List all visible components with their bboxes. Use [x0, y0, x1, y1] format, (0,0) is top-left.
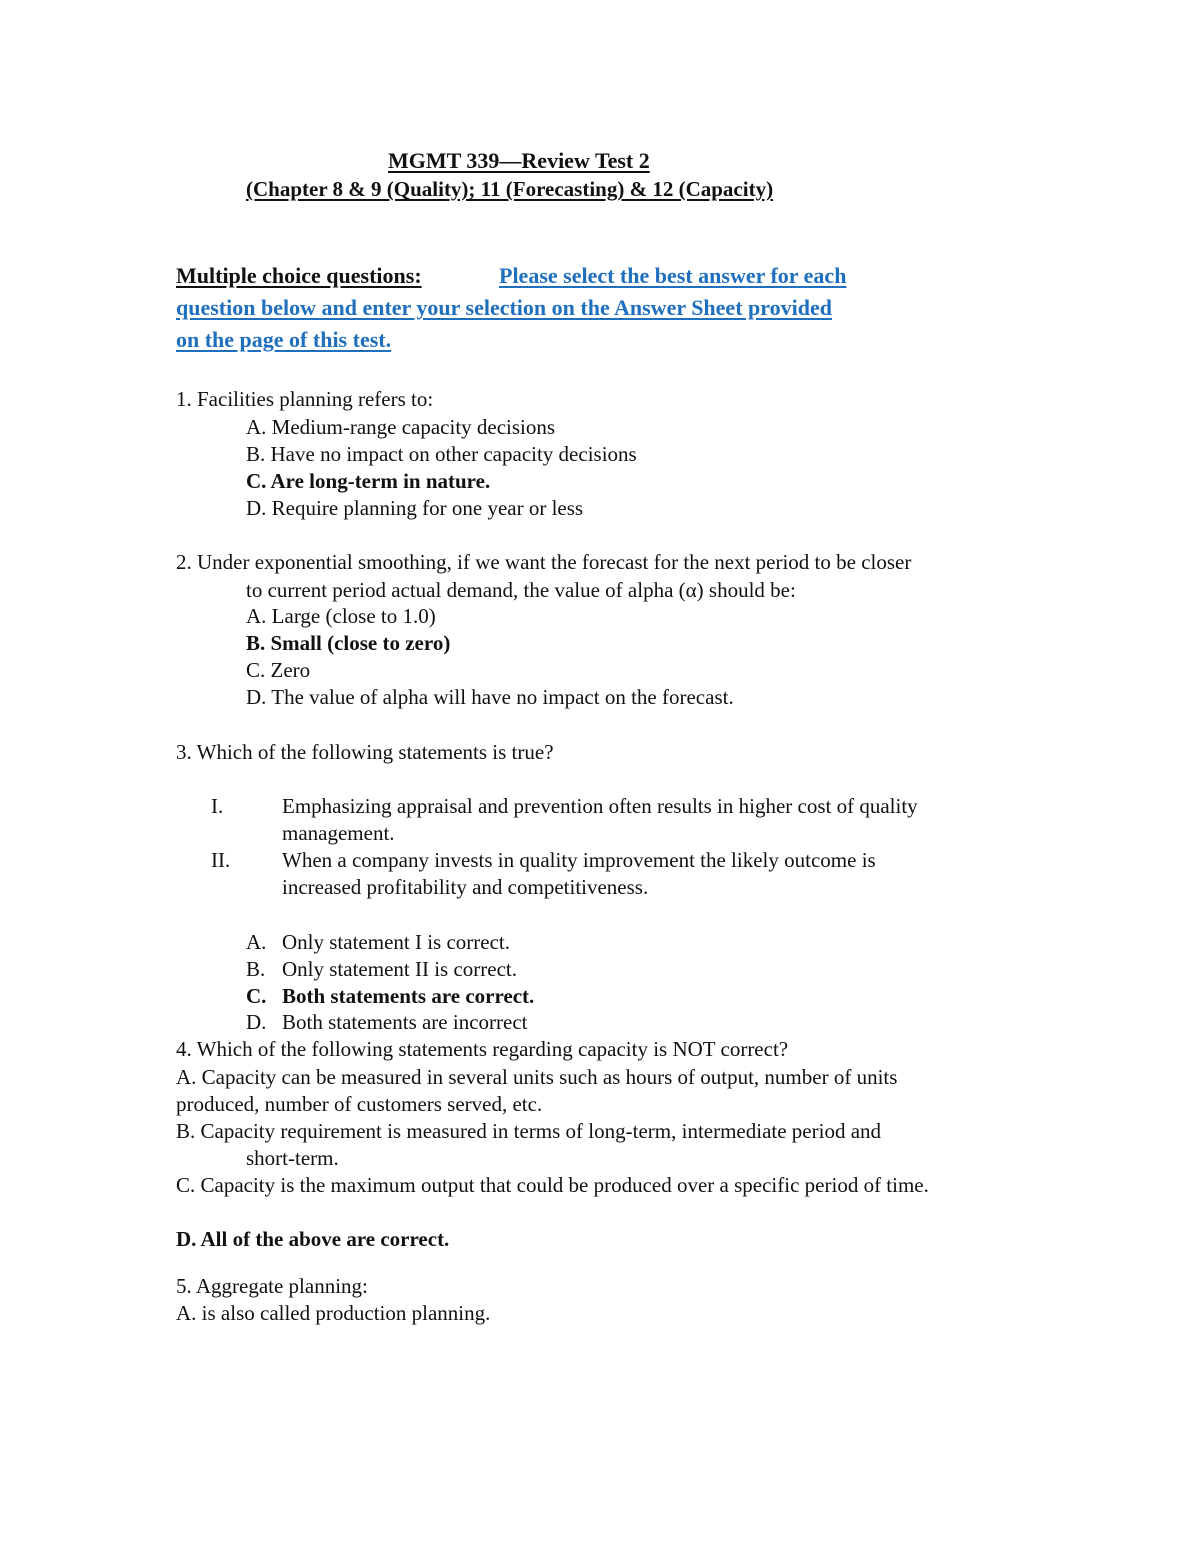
- question-5-option-a: A. is also called production planning.: [176, 1301, 491, 1325]
- question-1-stem: 1. Facilities planning refers to:: [176, 387, 434, 411]
- question-2-option-a: A. Large (close to 1.0): [246, 604, 436, 628]
- question-3-option-d: Both statements are incorrect: [282, 1010, 528, 1034]
- question-2-option-b: B. Small (close to zero): [246, 631, 451, 655]
- question-3-option-b-letter: B.: [246, 957, 266, 981]
- statement-1-numeral: I.: [211, 794, 224, 818]
- statement-2-line-1: When a company invests in quality improvement the likely outcome is: [282, 848, 876, 872]
- question-4-option-a-line-1: A. Capacity can be measured in several units such as hours of output, number of units: [176, 1065, 898, 1089]
- question-2-option-d: D. The value of alpha will have no impact on the forecast.: [246, 685, 734, 709]
- question-4-stem: 4. Which of the following statements regarding capacity is NOT correct?: [176, 1037, 789, 1061]
- question-1-option-d: D. Require planning for one year or less: [246, 496, 584, 520]
- question-3-stem: 3. Which of the following statements is true?: [176, 740, 554, 764]
- question-4-option-d: D. All of the above are correct.: [176, 1227, 450, 1251]
- question-3-option-a-letter: A.: [246, 930, 267, 954]
- instructions-line-2: question below and enter your selection on the Answer Sheet provided: [176, 295, 832, 320]
- question-5-stem: 5. Aggregate planning:: [176, 1274, 368, 1298]
- question-2-option-c: C. Zero: [246, 658, 311, 682]
- page-subtitle: (Chapter 8 & 9 (Quality); 11 (Forecasting) & 12 (Capacity): [246, 177, 774, 201]
- question-3-option-c-letter: C.: [246, 984, 267, 1008]
- question-1-option-c: C. Are long-term in nature.: [246, 469, 491, 493]
- page-title: MGMT 339—Review Test 2: [388, 148, 650, 173]
- question-2-stem-line-1: 2. Under exponential smoothing, if we want the forecast for the next period to be closer: [176, 550, 912, 574]
- statement-2-line-2: increased profitability and competitiveness.: [282, 875, 649, 899]
- instructions-label: Multiple choice questions:: [176, 263, 422, 288]
- question-3-option-d-letter: D.: [246, 1010, 267, 1034]
- statement-1-line-2: management.: [282, 821, 395, 845]
- question-3-option-a: Only statement I is correct.: [282, 930, 511, 954]
- statement-2-numeral: II.: [211, 848, 231, 872]
- question-4-option-b-line-2: short-term.: [246, 1146, 339, 1170]
- question-3-option-c: Both statements are correct.: [282, 984, 535, 1008]
- statement-1-line-1: Emphasizing appraisal and prevention often results in higher cost of quality: [282, 794, 918, 818]
- question-4-option-c: C. Capacity is the maximum output that could be produced over a specific period of time.: [176, 1173, 929, 1197]
- question-1-option-b: B. Have no impact on other capacity decisions: [246, 442, 637, 466]
- instructions-line-3: on the page of this test.: [176, 327, 392, 352]
- instructions-line-1: Please select the best answer for each: [499, 263, 847, 288]
- question-2-stem-line-2: to current period actual demand, the value of alpha (α) should be:: [246, 578, 796, 602]
- question-4-option-b-line-1: B. Capacity requirement is measured in terms of long-term, intermediate period and: [176, 1119, 882, 1143]
- question-4-option-a-line-2: produced, number of customers served, etc.: [176, 1092, 543, 1116]
- question-3-option-b: Only statement II is correct.: [282, 957, 517, 981]
- question-1-option-a: A. Medium-range capacity decisions: [246, 415, 556, 439]
